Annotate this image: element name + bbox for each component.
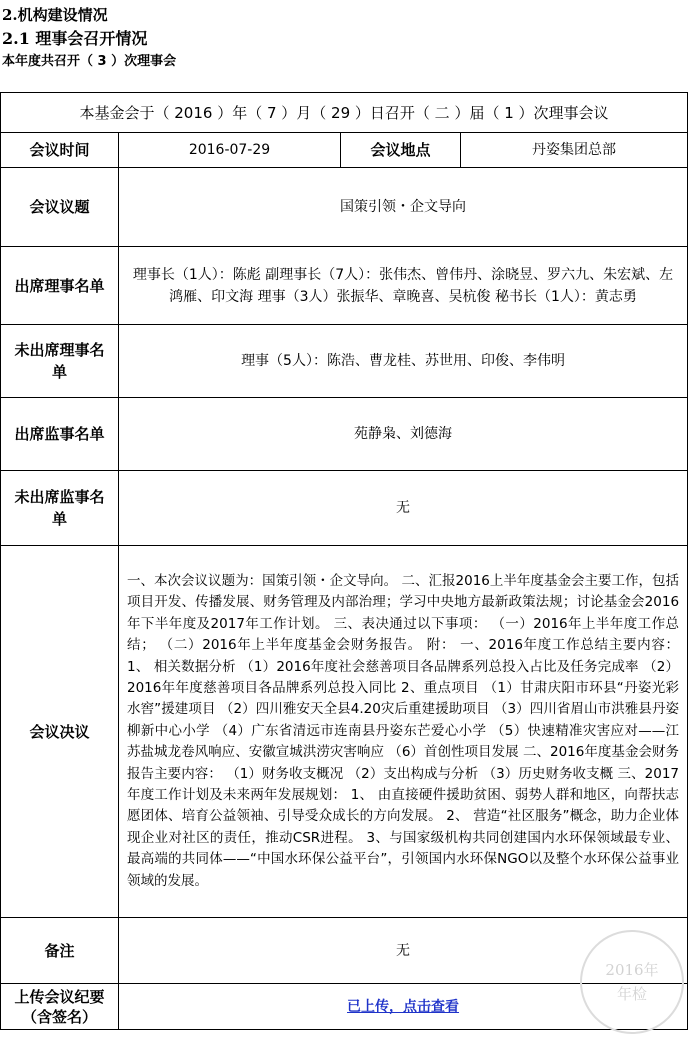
attending-directors-row xyxy=(1,247,688,325)
absent-directors-label: 未出席理事名单 xyxy=(1,325,119,398)
absent-directors-row xyxy=(1,325,688,398)
resolution-row xyxy=(1,546,688,918)
absent-supervisors-label: 未出席监事名单 xyxy=(1,471,119,546)
subsection-heading: 2.1 理事会召开情况 xyxy=(2,29,148,48)
board-meeting-table xyxy=(0,92,688,1030)
time-place-row xyxy=(1,133,688,168)
meeting-count-summary: 本年度共召开（ 3 ）次理事会 xyxy=(2,54,177,69)
view-minutes-link[interactable]: 已上传，点击查看 xyxy=(347,998,460,1015)
attending-supervisors-label: 出席监事名单 xyxy=(1,398,119,471)
attending-supervisors-value: 苑静枭、刘德海 xyxy=(119,398,688,471)
absent-directors-value: 理事（5人）：陈浩、曹龙桂、苏世用、印俊、李伟明 xyxy=(119,325,688,398)
meeting-place-label: 会议地点 xyxy=(341,133,461,168)
meeting-time-value: 2016-07-29 xyxy=(119,133,341,168)
attending-supervisors-row xyxy=(1,398,688,471)
meeting-caption: 本基金会于（ 2016 ）年（ 7 ）月（ 29 ）日召开（ 二 ）届（ 1 ）次理事会议 xyxy=(1,93,688,133)
resolution-text: 一、本次会议议题为：国策引领・企文导向。 二、汇报2016上半年度基金会主要工作，包括项目开发、传播发展、财务管理及内部治理；学习中央地方最新政策法规；讨论基金会2016年下半年度及2017年工作计划。 三、表决通过以下事项： （一）2016年上半年度工作总结； （二）2016年上半年度基金会财务报告。 附： 一、2016年度工作总结主要内容： 1、 相关数据分析 （1）2016年度社会慈善项目各品牌系列总投入占比及任务完成率 （2）2016年年度慈善项目各品牌系列总投入同比 2、重点项目 （1）甘肃庆阳市环县“丹姿光彩水窖”援建项目 （2）四川雅安天全县4.20灾后重建援助项目 （3）四川省眉山市洪雅县丹姿柳新中心小学 （4）广东省清远市连南县丹姿东芒爱心小学 （5）快速精准灾害应对——江苏盐城龙卷风响应、安徽宣城洪涝灾害响应 （6）首创性项目发展 二、2016年度基金会财务报告主要内容： （1）财务收支概况 （2）支出构成与分析 （3）历史财务收支概 三、2017年度工作计划及未来两年发展规划： 1、 由直接硬件援助贫困、弱势人群和地区，向帮扶志愿团体、培育公益领袖、引导受众成长的方向发展。 2、 营造“社区服务”概念，助力企业体现企业对社区的责任，推动CSR进程。 3、与国家级机构共同创建国内水环保领域最专业、最高端的共同体——“中国水环保公益平台”，引领国内水环保NGO以及整个水环保公益事业领域的发展。 xyxy=(119,546,688,918)
absent-supervisors-value: 无 xyxy=(119,471,688,546)
meeting-time-label: 会议时间 xyxy=(1,133,119,168)
attending-directors-value: 理事长（1人）：陈彪 副理事长（7人）：张伟杰、曾伟丹、涂晓昱、罗六九、朱宏斌、左鸿雁、印文海 理事（3人）张振华、章晚喜、吴杭俊 秘书长（1人）：黄志勇 xyxy=(119,247,688,325)
topic-row xyxy=(1,168,688,247)
absent-supervisors-row xyxy=(1,471,688,546)
remark-value: 无 xyxy=(119,918,688,984)
attending-directors-label: 出席理事名单 xyxy=(1,247,119,325)
stamp-year-text: 2016年 xyxy=(605,961,659,979)
resolution-label: 会议决议 xyxy=(1,546,119,918)
table-caption-row xyxy=(1,93,688,133)
section-heading: 2.机构建设情况 xyxy=(2,6,108,24)
meeting-topic-label: 会议议题 xyxy=(1,168,119,247)
meeting-place-value: 丹姿集团总部 xyxy=(461,133,688,168)
stamp-inspection-text: 年检 xyxy=(616,985,647,1003)
annual-inspection-stamp xyxy=(580,930,684,1034)
upload-minutes-label: 上传会议纪要（含签名） xyxy=(1,984,119,1030)
meeting-topic-value: 国策引领・企文导向 xyxy=(119,168,688,247)
remark-label: 备注 xyxy=(1,918,119,984)
